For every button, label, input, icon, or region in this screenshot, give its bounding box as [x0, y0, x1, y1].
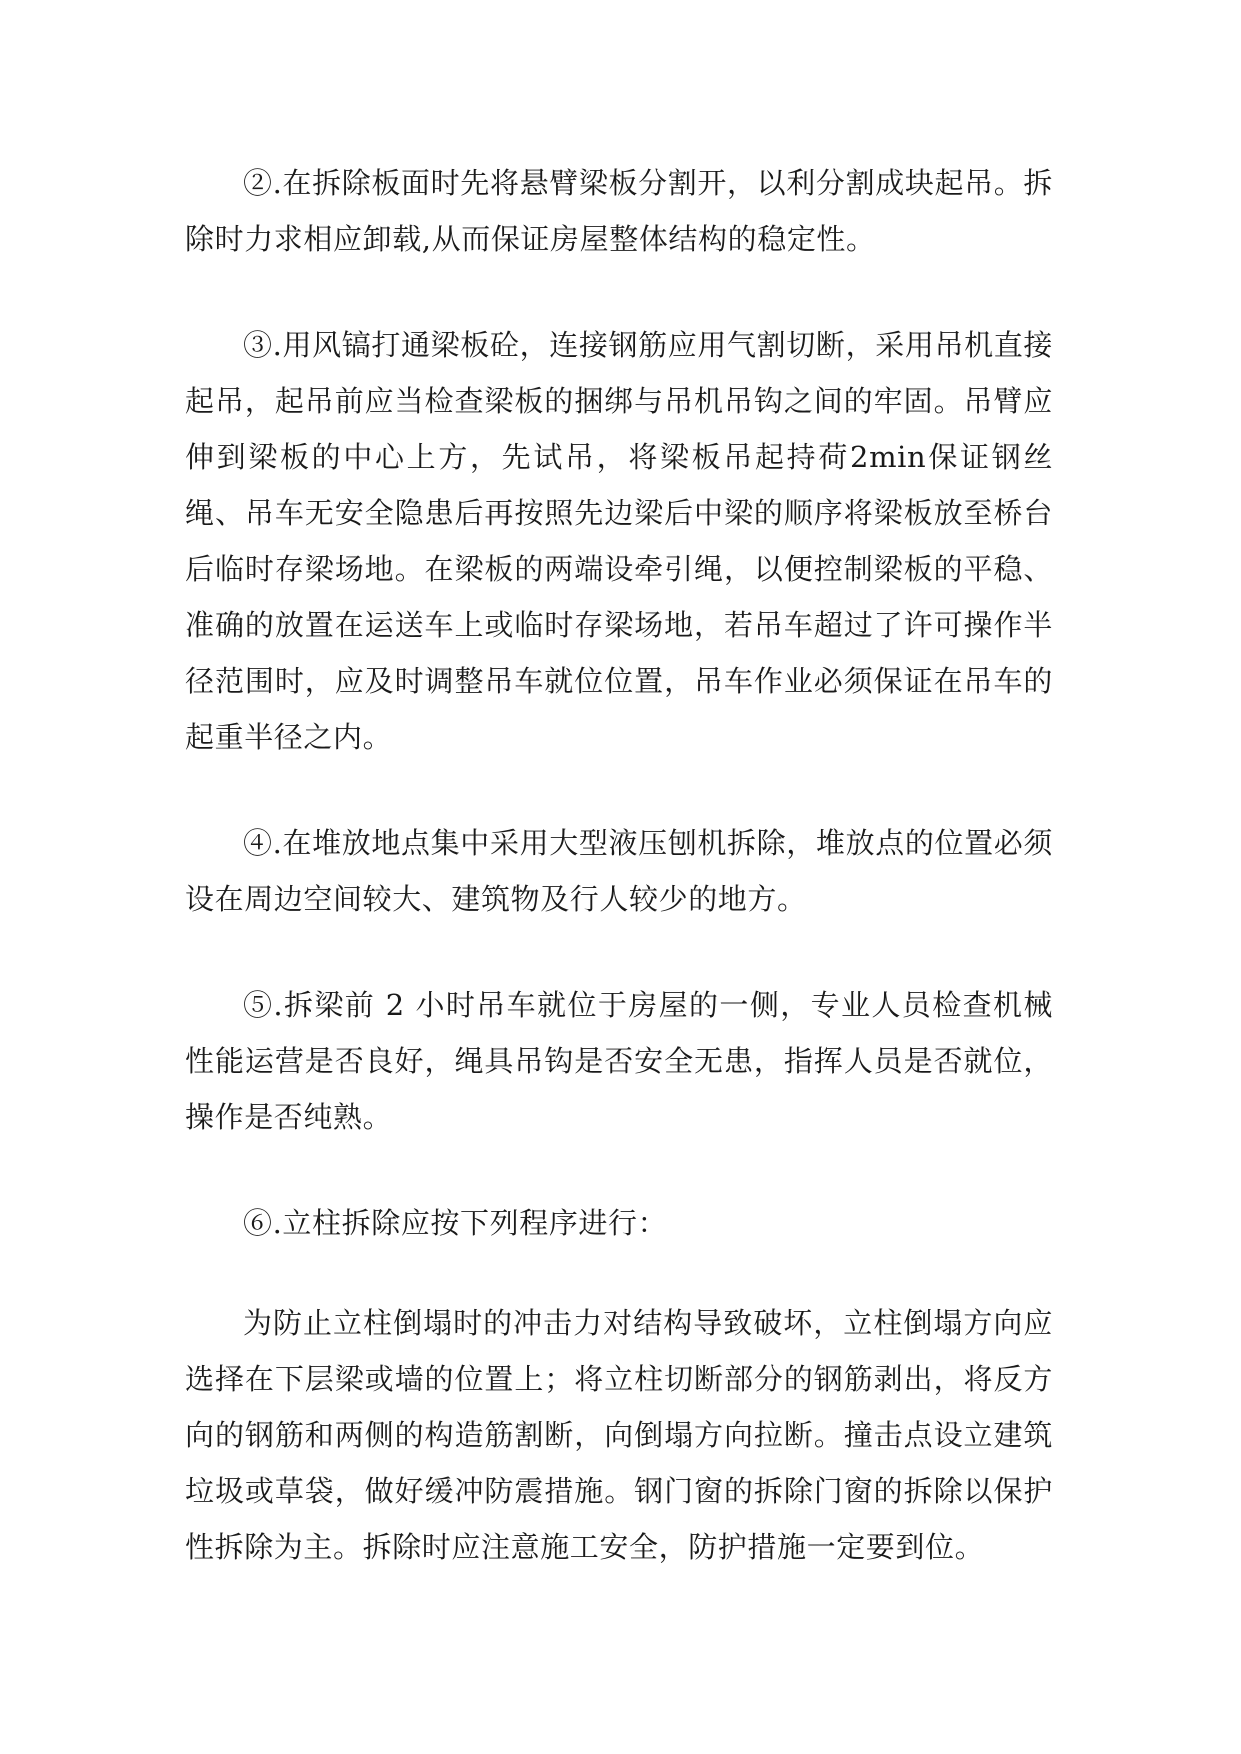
paragraph-spacer — [185, 1145, 1053, 1195]
paragraph-6-heading: ⑥.立柱拆除应按下列程序进行： — [243, 1206, 668, 1240]
paragraph-3: ③.用风镐打通梁板砼，连接钢筋应用气割切断，采用吊机直接起吊，起吊前应当检查梁板的捆绑与吊机吊钩之间的牢固。吊臂应伸到梁板的中心上方，先试吊，将梁板吊起持荷2min保证钢丝绳、吊车无安全隐患后再按照先边梁后中梁的顺序将梁板放至桥台后临时存梁场地。在梁板的两端设牵引绳，以便控制梁板的平稳、准确的放置在运送车上或临时存梁场地，若吊车超过了许可操作半径范围时，应及时调整吊车就位位置，吊车作业必须保证在吊车的起重半径之内。 — [185, 328, 1053, 754]
paragraph-6-body: 为防止立柱倒塌时的冲击力对结构导致破坏，立柱倒塌方向应选择在下层梁或墙的位置上；将立柱切断部分的钢筋剥出，将反方向的钢筋和两侧的构造筋割断，向倒塌方向拉断。撞击点设立建筑垃圾或草袋，做好缓冲防震措施。钢门窗的拆除门窗的拆除以保护性拆除为主。拆除时应注意施工安全，防护措施一定要到位。 — [185, 1306, 1053, 1564]
paragraph-spacer — [185, 1251, 1053, 1295]
paragraph-5: ⑤.拆梁前 2 小时吊车就位于房屋的一侧，专业人员检查机械性能运营是否良好，绳具吊钩是否安全无患，指挥人员是否就位，操作是否纯熟。 — [185, 988, 1053, 1134]
paragraph-spacer — [185, 927, 1053, 977]
paragraph-2: ②.在拆除板面时先将悬臂梁板分割开，以利分割成块起吊。拆除时力求相应卸载,从而保证房屋整体结构的稳定性。 — [185, 166, 1053, 256]
paragraph-spacer — [185, 267, 1053, 317]
paragraph-spacer — [185, 765, 1053, 815]
document-body — [185, 155, 1053, 1575]
paragraph-4: ④.在堆放地点集中采用大型液压刨机拆除，堆放点的位置必须设在周边空间较大、建筑物及行人较少的地方。 — [185, 826, 1053, 916]
